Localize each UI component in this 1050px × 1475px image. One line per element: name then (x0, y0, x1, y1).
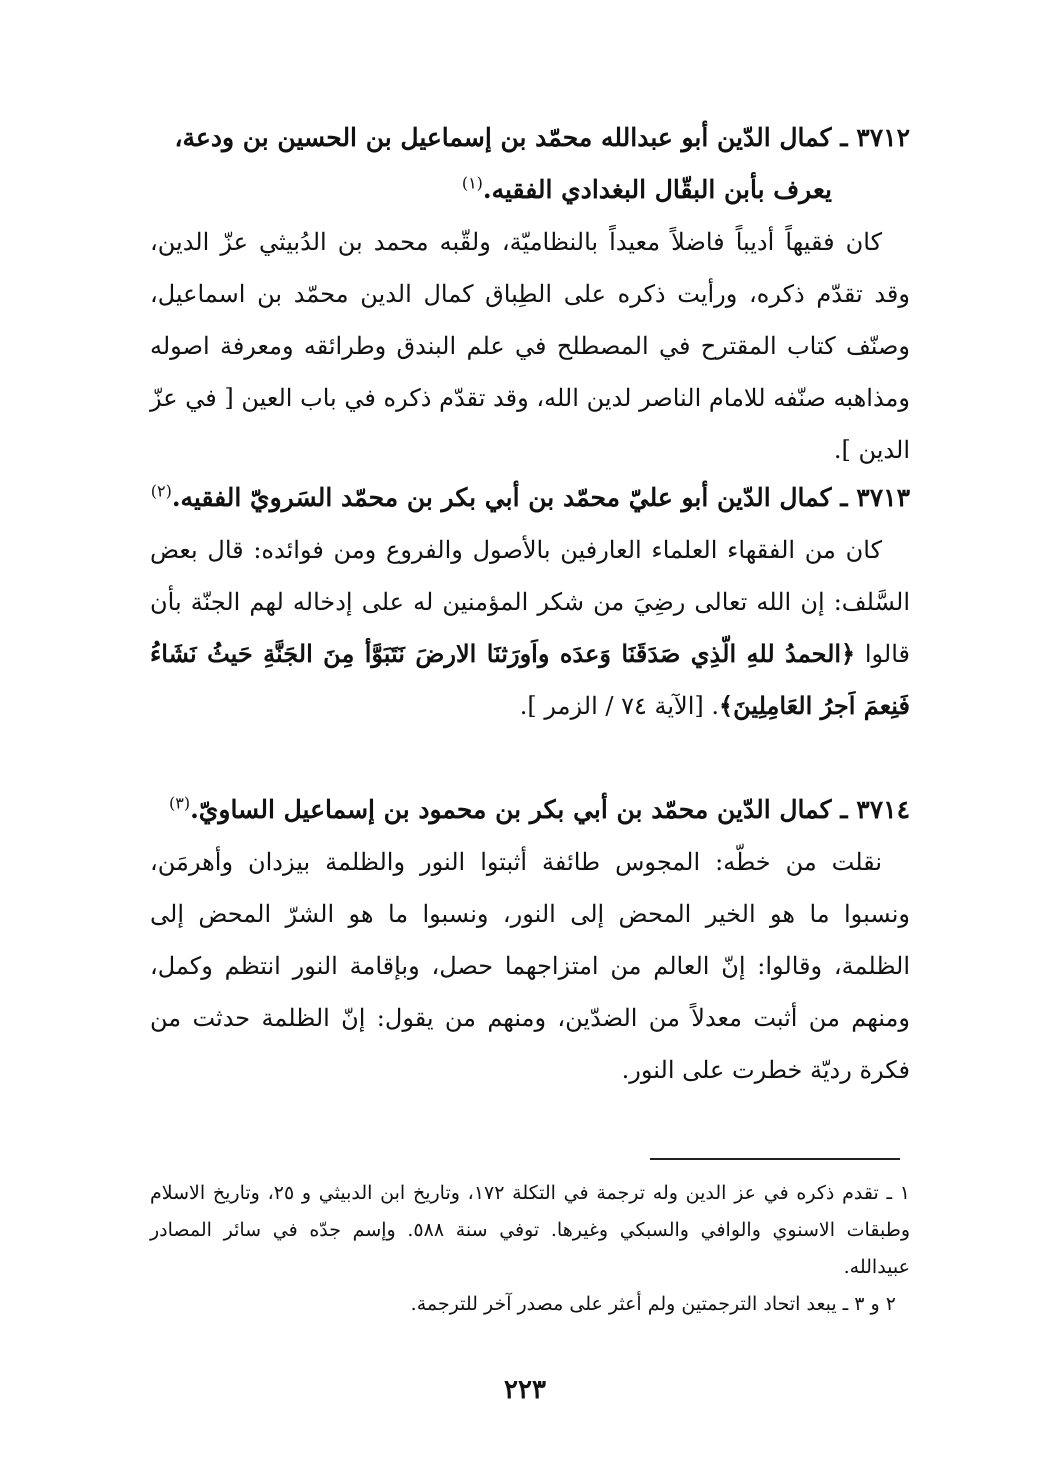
entry-body: نقلت من خطّه: المجوس طائفة أثبتوا النور والظلمة بيزدان وأهرمَن، ونسبوا ما هو الخير المحض إلى النور، ونسبوا ما هو الشرّ المحض إلى الظلمة، وقالوا: إنّ العالم من امتزاجهما حصل، وبإقامة النور انتظم وكمل، ومنهم من أثبت معدلاً من الضدّين، ومنهم من يقول: إنّ الظلمة حدثت من فكرة رديّة خطرت على النور. (150, 848, 910, 1084)
footnote-item: ١ ـ تقدم ذكره في عز الدين وله ترجمة في التكلة ١٧٢، وتاريخ ابن الدبيثي و ٢٥، وتاريخ الاسلام وطبقات الاسنوي والوافي والسبكي وغيرها. توفي سنة ٥٨٨. وإسم جدّه في سائر المصادر عبيدالله. (150, 1182, 910, 1278)
entry-heading (150, 472, 910, 524)
quran-verse: ﴿الحمدُ للهِ الّذِي صَدَقَنَا وَعدَه واَورَثنَا الارضَ نَتَبَوَّأ مِنَ الجَنَّةِ حَيثُ نَشَاءُ فَنِعمَ اَجرُ العَامِلِينَ﴾ (150, 639, 910, 720)
entry-heading-continuation (150, 164, 910, 216)
page-number: ٢٢٣ (504, 1375, 546, 1405)
entry-heading-text: ـ كمال الدّين محمّد بن أبي بكر بن محمود بن إسماعيل الساويّ. (190, 795, 848, 824)
entry-heading (150, 112, 910, 216)
biography-entry (150, 784, 910, 1096)
biography-entry (150, 112, 910, 476)
footnote-separator (650, 1158, 900, 1160)
footnotes-section (150, 1175, 910, 1323)
entry-heading-text: ـ كمال الدّين أبو عبدالله محمّد بن إسماعيل بن الحسين بن ودعة، (174, 123, 848, 152)
entry-body (150, 524, 910, 732)
footnote-reference[interactable]: (١) (461, 173, 483, 193)
entry-heading-cont-text: يعرف بأبن البقّال البغدادي الفقيه. (482, 175, 832, 204)
footnote-reference[interactable]: (٢) (150, 481, 172, 501)
entry-number: ٣٧١٢ (856, 123, 910, 152)
entry-heading (150, 784, 910, 836)
biography-entry (150, 472, 910, 732)
verse-citation: . [الآية ٧٤ / الزمر ]. (519, 692, 720, 720)
entry-number: ٣٧١٣ (856, 483, 910, 512)
entry-number: ٣٧١٤ (856, 795, 910, 824)
footnote-item: ٢ و ٣ ـ يبعد اتحاد الترجمتين ولم أعثر على مصدر آخر للترجمة. (410, 1293, 896, 1315)
entry-body: كان فقيهاً أديباً فاضلاً معيداً بالنظاميّة، ولقّبه محمد بن الدُبيثي عزّ الدين، وقد تقدّم ذكره، ورأيت ذكره على الطِباق كمال الدين محمّد بن اسماعيل، وصنّف كتاب المقترح في المصطلح في علم البندق وطرائقه ومعرفة اصوله ومذاهبه صنّفه للامام الناصر لدين الله، وقد تقدّم ذكره في باب العين [ في عزّ الدين ]. (150, 228, 911, 464)
footnote-reference[interactable]: (٣) (169, 793, 191, 813)
entry-heading-text: ـ كمال الدّين أبو عليّ محمّد بن أبي بكر بن محمّد السَرويّ الفقيه. (171, 483, 848, 512)
entry-body-intro: كان من الفقهاء العلماء العارفين بالأصول والفروع ومن فوائده: قال بعض السَّلف: إن الله تعالى رضِيَ من شكر المؤمنين له على إدخاله لهم الجنّة بأن قالوا (150, 536, 910, 668)
